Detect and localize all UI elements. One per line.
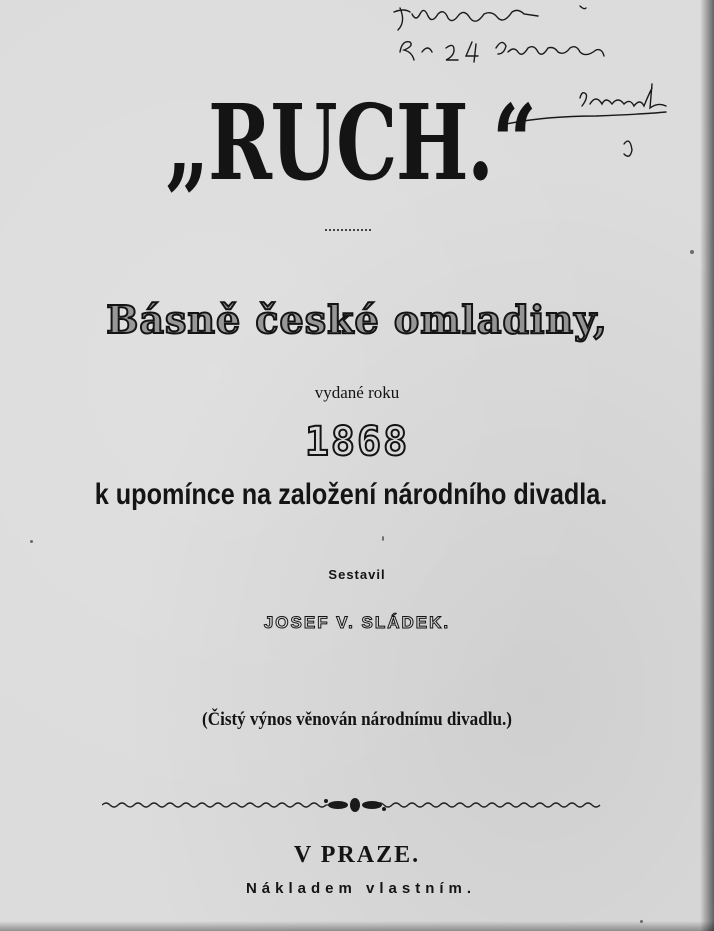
publication-year: 1868 [304,419,410,465]
commemoration-line: k upomínce na založení národního divadla. [94,478,608,511]
book-title: „RUCH.“ [165,81,536,204]
compiled-by-label: Sestavil [328,567,386,582]
title-divider [325,229,371,231]
book-subtitle: Básně české omladiny, [106,297,608,342]
paper-speck [690,250,694,254]
paper-speck [30,540,33,543]
publisher-note: Nákladem vlastním. [245,880,477,897]
author-name: JOSEF V. SLÁDEK. [263,613,451,632]
paper-speck [382,536,384,541]
publication-place: V PRAZE. [293,842,421,868]
proceeds-note: (Čistý výnos věnován národnímu divadlu.) [202,709,512,730]
ornamental-divider [102,792,608,818]
issued-label: vydané roku [314,383,400,402]
page-bottom-shadow [0,921,714,931]
page-edge-shadow [700,0,714,931]
